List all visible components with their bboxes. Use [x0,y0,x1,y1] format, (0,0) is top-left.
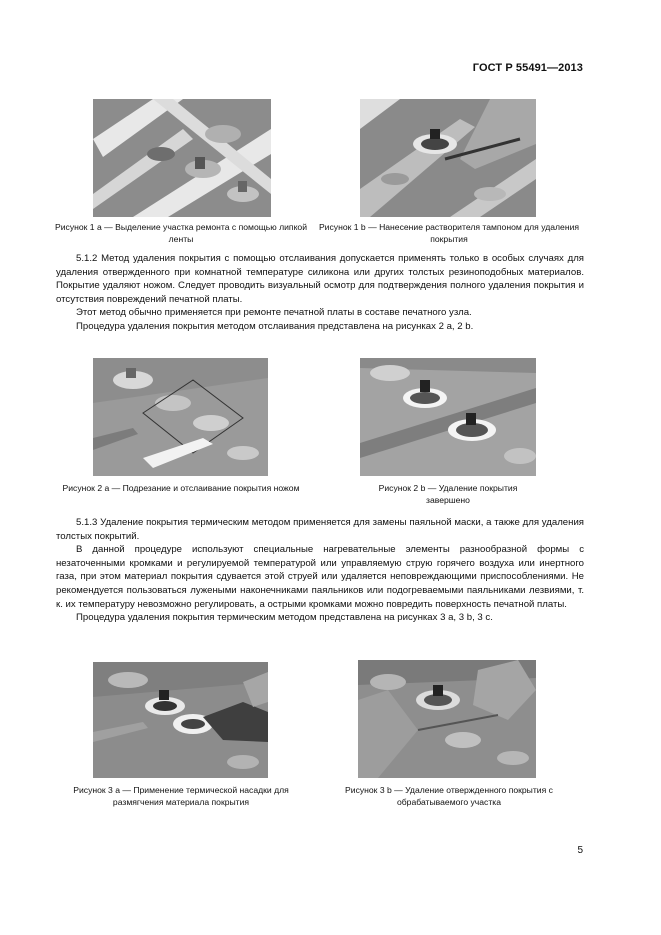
figure-1b-photo [360,99,536,217]
figure-3a-caption: Рисунок 3 а — Применение термической насадки для размягчения материала покрытия [73,785,289,807]
figure-1a-photo [93,99,271,217]
standard-header: ГОСТ Р 55491—2013 [472,62,583,74]
section-5-1-3 [56,516,584,625]
paragraph-5-1-3-intro: 5.1.3 Удаление покрытия термическим методом применяется для замены паяльной маски, а также для удаления толстых покрытий. [56,517,584,542]
section-5-1-2 [56,252,584,334]
figure-3b-photo [358,660,536,778]
figure-2a-caption: Рисунок 2 а — Подрезание и отслаивание покрытия ножом [62,483,300,493]
figure-2b-caption: Рисунок 2 b — Удаление покрытия завершено [378,483,518,505]
figure-3b-caption: Рисунок 3 b — Удаление отвержденного покрытия с обрабатываемого участка [345,785,553,807]
paragraph-5-1-2-procedure: Процедура удаления покрытия методом отслаивания представлена на рисунках 2 а, 2 b. [76,320,474,332]
figure-2b-photo [360,358,536,476]
figure-1b-caption: Рисунок 1 b — Нанесение растворителя тампоном для удаления покрытия [318,222,580,244]
paragraph-5-1-3-body: В данной процедуре используют специальные нагревательные элементы разнообразной формы с незаточенными кромками и регулируемой температурой или управляемую струю горячего воздуха или инертного газа, при этом материал покрытия сдувается этой струей или удаляется неповреждающими приспособлениями. Не рекомендуется пользоваться лужеными наконечниками паяльников или подогреваемыми паяльниками лезвиями, т. к. их температуру невозможно регулировать, а острыми кромками можно повредить поверхность печатной платы. [56,544,584,610]
figure-1a-caption: Рисунок 1 а — Выделение участка ремонта с помощью липкой ленты [54,222,308,244]
paragraph-5-1-3-procedure: Процедура удаления покрытия термическим методом представлена на рисунках 3 а, 3 b, 3 с. [76,612,493,624]
paragraph-5-1-2-usage: Этот метод обычно применяется при ремонте печатной платы в составе печатного узла. [76,307,472,319]
figure-3a-photo [93,662,268,778]
figure-2a-photo [93,358,268,476]
page-number: 5 [577,845,583,856]
paragraph-5-1-2-body: 5.1.2 Метод удаления покрытия с помощью отслаивания допускается применять только в особых случаях для удаления отвержденного при комнатной температуре силикона или других толстых резиноподобных материалов. Покрытие удаляют ножом. Следует проводить визуальный осмотр для подтверждения полного удаления покрытия и отсутствия повреждений печатной платы. [56,253,584,305]
